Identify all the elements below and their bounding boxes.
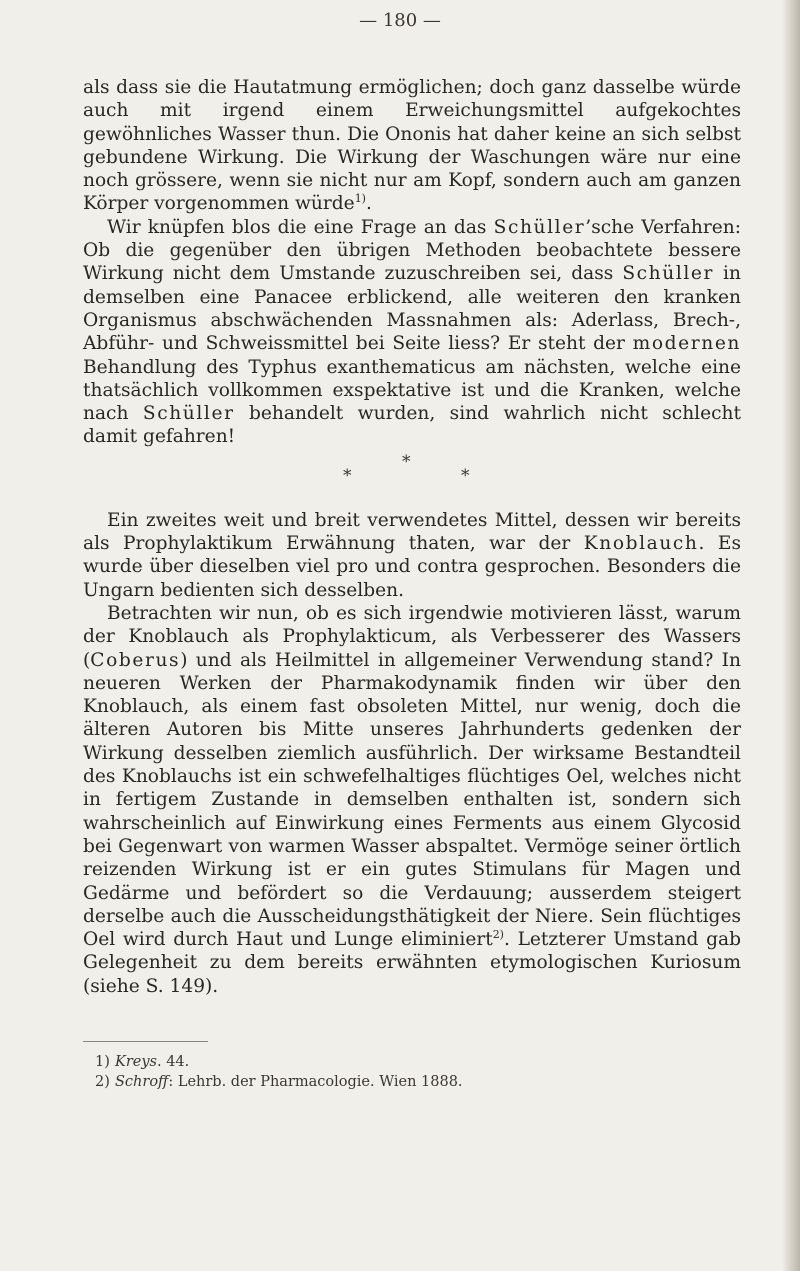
main-text: [83, 76, 741, 998]
section-separator: [83, 451, 741, 495]
paragraph-4-text-b: ) und als Heilmittel in allgemeiner Verwendung stand? In neueren Werken der Pharmakodynamik finden wir über den Knoblauch, als einem fast obsoleten Mittel, nur wenig, doch die älteren Autoren bis Mitte unseres Jahrhunderts gedenken der Wirkung desselben ziemlich ausführlich. Der wirksame Bestandteil des Knoblauchs ist ein schwefelhaltiges flüchtiges Oel, welches nicht in fertigem Zustande in demselben enthalten ist, sondern sich wahrscheinlich auf Einwirkung eines Ferments aus einem Glycosid bei Gegenwart von warmen Wasser abspaltet. Vermöge seiner örtlich reizenden Wirkung ist er ein gutes Stimulans für Magen und Gedärme und befördert so die Verdauung; ausserdem steigert derselbe auch die Ausscheidungsthätigkeit der Niere. Sein flüchtiges Oel wird durch Haut und Lunge eliminiert: [83, 649, 741, 951]
emphasis-coberus: Coberus: [90, 649, 181, 671]
footnote-text: : Lehrb. der Pharmacologie. Wien 1888.: [168, 1074, 463, 1090]
footnote-author: Schroff: [115, 1074, 169, 1090]
paragraph-2-text-e: behandelt wurden, sind wahrlich nicht schlecht damit gefahren!: [83, 403, 741, 448]
page-edge-shadow: [782, 0, 800, 1271]
footnotes: [95, 1041, 735, 1092]
paragraph-4-text-c: . Letzterer Umstand gab Gelegenheit zu dem bereits erwähnten etymologischen Kuriosum (siehe S. 149).: [83, 929, 741, 997]
paragraph-2-text-a: Wir knüpfen blos die eine Frage an das: [107, 216, 494, 238]
paragraph-3: [83, 509, 741, 602]
paragraph-2-text-d: Behandlung des Typhus exanthematicus am nächsten, welche eine thatsächlich vollkommen exspektative ist und die Kranken, welche nach: [83, 356, 741, 425]
author-name: Schüller: [622, 263, 715, 285]
separator-star: *: [402, 451, 411, 472]
author-name: Schüller: [142, 403, 235, 425]
separator-star: *: [461, 465, 470, 486]
footnote-ref-1: 1): [354, 192, 366, 206]
footnote-1: [95, 1052, 735, 1072]
paragraph-2-text-c: in demselben eine Panacee erblickend, alle weiteren den kranken Organismus abschwächenden Massnahmen als: Aderlass, Brech-, Abführ- und Schweissmittel bei Seite liess? Er steht der: [83, 263, 741, 355]
paragraph-1-end: .: [365, 193, 372, 215]
emphasis-knoblauch: Knoblauch: [583, 533, 699, 555]
paragraph-4: [83, 602, 741, 998]
footnote-rule: [83, 1041, 208, 1042]
footnote-text: . 44.: [156, 1054, 190, 1070]
footnote-number: 1): [95, 1054, 110, 1070]
paragraph-1-text: als dass sie die Hautatmung ermöglichen; doch ganz dasselbe würde auch mit irgend einem Erweichungsmittel aufgekochtes gewöhnliches Wasser thun. Die Ononis hat daher keine an sich selbst gebundene Wirkung. Die Wirkung der Waschungen wäre nur eine noch grössere, wenn sie nicht nur am Kopf, sondern auch am ganzen Körper vorgenommen würde: [83, 77, 741, 215]
paragraph-4-text-a: Betrachten wir nun, ob es sich irgendwie motivieren lässt, warum der Knoblauch als Prophylakticum, als Verbesserer des Wassers (: [83, 602, 741, 671]
paragraph-3-text-a: Ein zweites weit und breit verwendetes Mittel, dessen wir bereits als Prophylaktikum Erwähnung thaten, war der: [83, 509, 741, 555]
footnote-ref-2: 2): [492, 927, 504, 941]
paragraph-3-text-b: . Es wurde über dieselben viel pro und contra gesprochen. Besonders die Ungarn bedienten sich desselben.: [83, 533, 742, 601]
footnote-2: [95, 1072, 735, 1092]
page-number: — 180 —: [359, 10, 441, 31]
paragraph-2: [83, 216, 741, 449]
paragraph-2-text-b: ’sche Verfahren: Ob die gegenüber den übrigen Methoden beobachtete bessere Wirkung nicht dem Umstande zuzuschreiben sei, dass: [83, 216, 741, 285]
footnote-author: Kreys: [115, 1054, 157, 1070]
author-name: Schüller: [493, 216, 586, 238]
footnote-number: 2): [95, 1074, 110, 1090]
emphasis-modern: modernen: [632, 333, 741, 355]
separator-star: *: [343, 465, 352, 486]
paragraph-1: [83, 76, 741, 216]
